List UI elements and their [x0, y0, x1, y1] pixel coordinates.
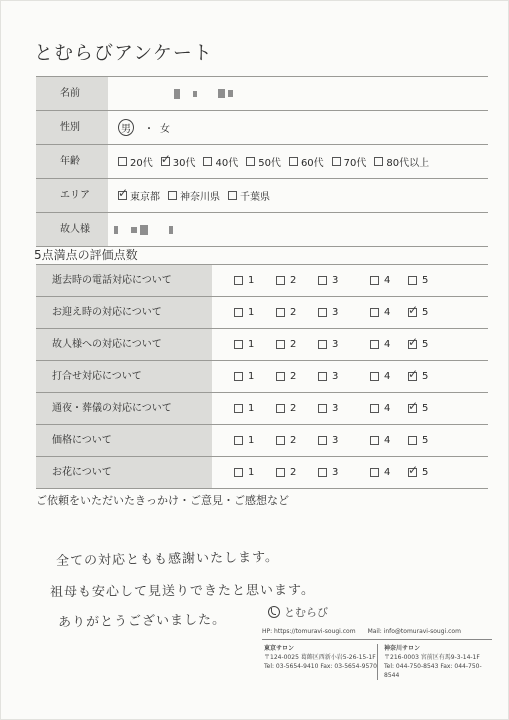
- option-label: 20代: [130, 158, 153, 169]
- name-label: 名前: [36, 77, 108, 110]
- office-kanagawa: [377, 644, 492, 680]
- office-address: 〒216-0003 宮前区有馬9-3-14-1F: [384, 654, 480, 661]
- score-option[interactable]: [318, 297, 338, 328]
- checkbox[interactable]: [318, 340, 327, 349]
- score-options: [234, 361, 474, 392]
- area-option[interactable]: [228, 188, 270, 203]
- footer: [262, 604, 492, 680]
- score-row: [36, 296, 488, 328]
- option-label: 2: [290, 467, 297, 478]
- option-label: 1: [248, 307, 255, 318]
- gender-option-male[interactable]: 男: [118, 119, 134, 136]
- gender-label: 性別: [36, 111, 108, 144]
- score-options: [234, 425, 474, 456]
- option-label: 70代: [343, 158, 367, 169]
- score-option[interactable]: [370, 297, 390, 328]
- checkbox-checked[interactable]: [408, 335, 419, 349]
- checkbox[interactable]: [408, 276, 417, 285]
- checkbox-checked[interactable]: [408, 463, 419, 477]
- option-label: 5: [422, 339, 429, 350]
- checkmark-icon: ✓: [408, 463, 419, 477]
- option-label: 4: [384, 307, 391, 318]
- brand-name: とむらび: [284, 606, 328, 619]
- score-row-label: 逝去時の電話対応について: [36, 265, 212, 296]
- age-row: [36, 144, 488, 178]
- score-row-label: 故人様への対応について: [36, 329, 212, 360]
- checkbox[interactable]: [234, 340, 243, 349]
- comment-line: ありがとうございました。: [57, 612, 227, 631]
- deceased-redacted: [118, 213, 173, 246]
- option-label: 3: [332, 307, 339, 318]
- score-option[interactable]: [276, 265, 296, 296]
- checkbox[interactable]: [276, 308, 285, 317]
- option-label: 4: [384, 371, 391, 382]
- score-option[interactable]: [234, 297, 254, 328]
- option-label: 3: [332, 403, 339, 414]
- checkbox[interactable]: [276, 276, 285, 285]
- deceased-label: 故人様: [36, 213, 108, 246]
- option-label: 30代: [172, 158, 196, 169]
- area-option[interactable]: [118, 188, 160, 203]
- age-option[interactable]: [118, 154, 153, 169]
- option-label: 3: [332, 275, 339, 286]
- score-row-label: 通夜・葬儀の対応について: [36, 393, 212, 424]
- score-options: [234, 393, 474, 424]
- brand: [262, 604, 492, 620]
- office-tel: Tel: 03-5654-9410 Fax: 03-5654-9570: [264, 663, 377, 670]
- name-redacted: [118, 77, 233, 110]
- area-option[interactable]: [168, 188, 220, 203]
- checkmark-icon: ✓: [118, 186, 129, 200]
- checkbox[interactable]: [234, 404, 243, 413]
- checkbox[interactable]: [374, 157, 383, 166]
- score-option[interactable]: [408, 265, 428, 296]
- checkbox[interactable]: [370, 308, 379, 317]
- option-label: 3: [332, 435, 339, 446]
- comment-line: 祖母も安心して見送りできたと思います。: [49, 582, 316, 601]
- score-row: [36, 360, 488, 392]
- checkbox[interactable]: [318, 308, 327, 317]
- option-label: 80代以上: [386, 158, 430, 169]
- checkbox[interactable]: [276, 340, 285, 349]
- option-label: 2: [290, 435, 297, 446]
- option-label: 2: [290, 403, 297, 414]
- score-options: [234, 297, 474, 328]
- score-row: [36, 456, 488, 489]
- score-option[interactable]: [370, 265, 390, 296]
- score-options: [234, 265, 474, 296]
- checkbox[interactable]: [276, 436, 285, 445]
- checkbox[interactable]: [276, 468, 285, 477]
- checkbox[interactable]: [370, 404, 379, 413]
- score-table: [36, 264, 488, 489]
- office-name: 神奈川サロン: [384, 645, 421, 652]
- info-table: [36, 76, 488, 247]
- checkbox[interactable]: [370, 372, 379, 381]
- checkmark-icon: ✓: [408, 399, 419, 413]
- option-label: 4: [384, 339, 391, 350]
- comment-line: 全ての対応ともも感謝いたします。: [55, 550, 280, 569]
- age-option[interactable]: [332, 154, 367, 169]
- contact-urls: [262, 628, 492, 640]
- option-label: 5: [422, 467, 429, 478]
- checkbox[interactable]: [318, 372, 327, 381]
- score-option[interactable]: [408, 361, 428, 392]
- option-label: 4: [384, 403, 391, 414]
- checkmark-icon: ✓: [408, 335, 419, 349]
- score-option[interactable]: [234, 457, 254, 488]
- score-option[interactable]: [234, 393, 254, 424]
- checkbox[interactable]: [203, 157, 212, 166]
- score-option[interactable]: [318, 361, 338, 392]
- score-option[interactable]: [318, 329, 338, 360]
- age-option[interactable]: [289, 154, 324, 169]
- checkbox[interactable]: [408, 436, 417, 445]
- option-label: 3: [332, 339, 339, 350]
- checkmark-icon: ✓: [160, 152, 171, 166]
- option-label: 2: [290, 307, 297, 318]
- score-option[interactable]: [234, 425, 254, 456]
- name-row: [36, 76, 488, 110]
- checkbox[interactable]: [370, 468, 379, 477]
- age-option[interactable]: [374, 154, 429, 169]
- checkbox[interactable]: [168, 191, 177, 200]
- mail-link[interactable]: Mail: info@tomuravi-sougi.com: [367, 628, 461, 635]
- checkbox[interactable]: [234, 436, 243, 445]
- option-label: 60代: [300, 158, 324, 169]
- checkbox[interactable]: [234, 372, 243, 381]
- score-row-label: 打合せ対応について: [36, 361, 212, 392]
- score-option[interactable]: [408, 457, 428, 488]
- checkbox[interactable]: [370, 276, 379, 285]
- score-option[interactable]: [370, 457, 390, 488]
- checkmark-icon: ✓: [408, 303, 419, 317]
- option-label: 5: [422, 403, 429, 414]
- option-label: 5: [422, 371, 429, 382]
- office-tel: Tel: 044-750-8543 Fax: 044-750-8544: [384, 663, 482, 679]
- score-option[interactable]: [318, 425, 338, 456]
- checkbox[interactable]: [289, 157, 298, 166]
- score-option[interactable]: [276, 329, 296, 360]
- score-row: [36, 264, 488, 296]
- checkbox[interactable]: [318, 468, 327, 477]
- checkbox-checked[interactable]: [408, 303, 419, 317]
- score-option[interactable]: [408, 297, 428, 328]
- checkbox[interactable]: [118, 157, 127, 166]
- office-address: 〒124-0025 葛飾区西新小岩5-26-15-1F: [264, 654, 376, 661]
- offices: [262, 644, 492, 680]
- gender-row: [36, 110, 488, 144]
- option-label: 4: [384, 467, 391, 478]
- checkbox-checked[interactable]: [160, 152, 171, 166]
- brand-logo-icon: [268, 606, 280, 618]
- score-option[interactable]: [318, 457, 338, 488]
- checkbox[interactable]: [370, 436, 379, 445]
- office-name: 東京サロン: [264, 645, 295, 652]
- score-heading: 5点満点の評価点数: [34, 248, 138, 262]
- option-label: 3: [332, 371, 339, 382]
- score-options: [234, 329, 474, 360]
- checkbox[interactable]: [234, 276, 243, 285]
- score-option[interactable]: [234, 329, 254, 360]
- option-label: 神奈川県: [180, 192, 220, 203]
- checkbox[interactable]: [318, 436, 327, 445]
- area-options: [118, 179, 278, 212]
- option-label: 2: [290, 275, 297, 286]
- score-row: [36, 392, 488, 424]
- age-label: 年齢: [36, 145, 108, 178]
- office-tokyo: [262, 644, 377, 680]
- checkbox[interactable]: [318, 276, 327, 285]
- score-row: [36, 424, 488, 456]
- option-label: 2: [290, 339, 297, 350]
- separator-dot: ・: [144, 124, 154, 135]
- score-option[interactable]: [234, 361, 254, 392]
- score-option[interactable]: [276, 361, 296, 392]
- area-label: エリア: [36, 179, 108, 212]
- comment-heading: ご依頼をいただいたきっかけ・ご意見・ご感想など: [36, 494, 289, 507]
- score-option[interactable]: [318, 265, 338, 296]
- score-option[interactable]: [370, 425, 390, 456]
- page-title: とむらびアンケート: [34, 42, 213, 64]
- age-option[interactable]: [203, 154, 238, 169]
- score-option[interactable]: [318, 393, 338, 424]
- score-option[interactable]: [276, 457, 296, 488]
- option-label: 1: [248, 371, 255, 382]
- checkbox-checked[interactable]: [118, 186, 129, 200]
- option-label: 1: [248, 403, 255, 414]
- option-label: 5: [422, 307, 429, 318]
- area-row: [36, 178, 488, 212]
- option-label: 4: [384, 275, 391, 286]
- checkbox[interactable]: [234, 308, 243, 317]
- checkbox[interactable]: [228, 191, 237, 200]
- score-row-label: 価格について: [36, 425, 212, 456]
- checkbox[interactable]: [234, 468, 243, 477]
- age-options: [118, 145, 437, 178]
- score-option[interactable]: [234, 265, 254, 296]
- option-label: 5: [422, 275, 429, 286]
- score-option[interactable]: [276, 425, 296, 456]
- score-option[interactable]: [276, 393, 296, 424]
- score-option[interactable]: [408, 425, 428, 456]
- gender-option-female[interactable]: 女: [160, 124, 170, 135]
- gender-options: [118, 111, 170, 144]
- option-label: 40代: [215, 158, 239, 169]
- score-option[interactable]: [276, 297, 296, 328]
- checkbox[interactable]: [276, 372, 285, 381]
- score-row-label: お花について: [36, 457, 212, 488]
- score-row: [36, 328, 488, 360]
- homepage-link[interactable]: HP: https://tomuravi-sougi.com: [262, 628, 356, 635]
- option-label: 千葉県: [240, 192, 270, 203]
- checkbox[interactable]: [332, 157, 341, 166]
- score-options: [234, 457, 474, 488]
- option-label: 1: [248, 467, 255, 478]
- option-label: 1: [248, 339, 255, 350]
- score-option[interactable]: [370, 393, 390, 424]
- checkbox[interactable]: [370, 340, 379, 349]
- option-label: 4: [384, 435, 391, 446]
- option-label: 1: [248, 435, 255, 446]
- score-option[interactable]: [370, 329, 390, 360]
- age-option[interactable]: [161, 154, 196, 169]
- option-label: 東京都: [130, 192, 160, 203]
- checkbox[interactable]: [276, 404, 285, 413]
- option-label: 5: [422, 435, 429, 446]
- score-option[interactable]: [370, 361, 390, 392]
- checkbox[interactable]: [318, 404, 327, 413]
- option-label: 50代: [258, 158, 281, 169]
- option-label: 2: [290, 371, 297, 382]
- age-option[interactable]: [246, 154, 281, 169]
- checkbox[interactable]: [246, 157, 255, 166]
- deceased-row: [36, 212, 488, 247]
- checkmark-icon: ✓: [408, 367, 419, 381]
- checkbox-checked[interactable]: [408, 367, 419, 381]
- option-label: 3: [332, 467, 339, 478]
- score-option[interactable]: [408, 393, 428, 424]
- checkbox-checked[interactable]: [408, 399, 419, 413]
- score-row-label: お迎え時の対応について: [36, 297, 212, 328]
- score-option[interactable]: [408, 329, 428, 360]
- option-label: 1: [248, 275, 255, 286]
